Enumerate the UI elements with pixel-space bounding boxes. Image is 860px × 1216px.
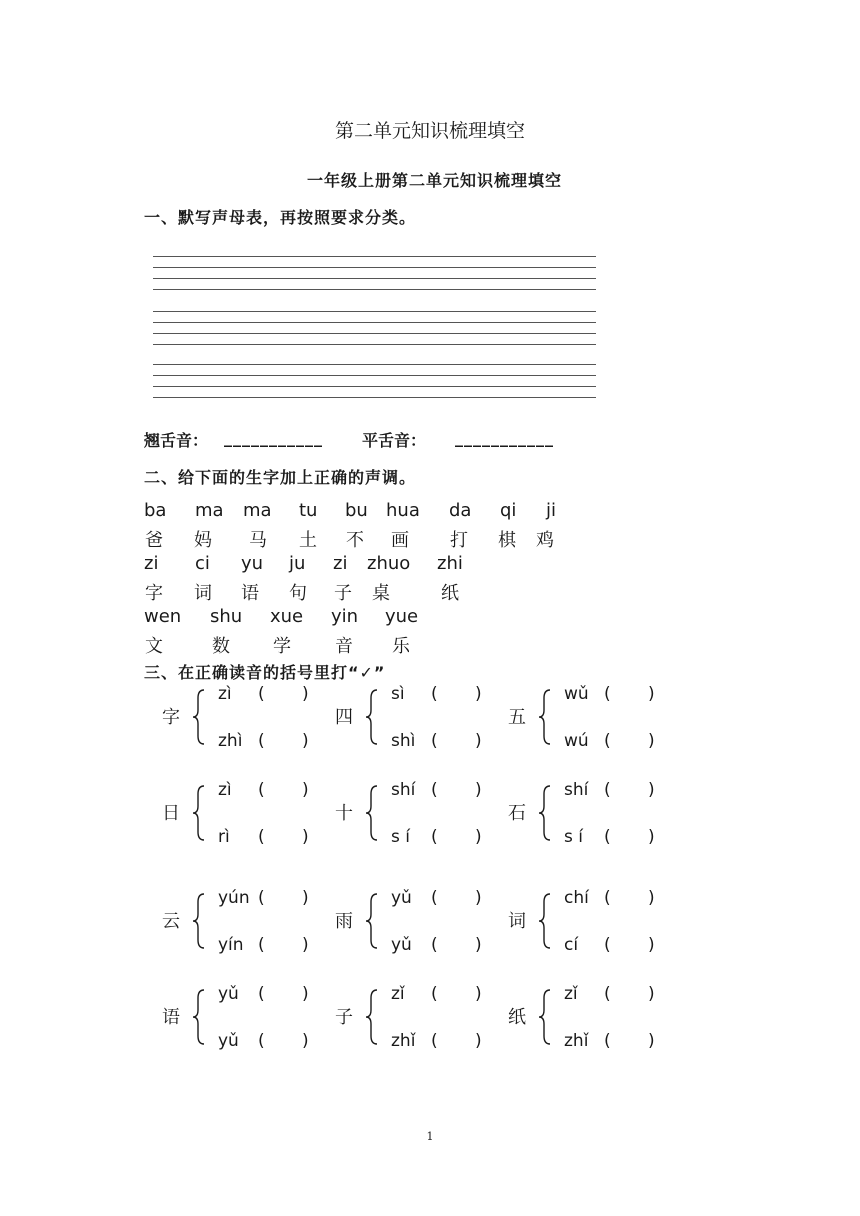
hanzi-char: 打 xyxy=(450,530,468,551)
pinyin-option: zì xyxy=(218,684,232,704)
pinyin-text: yue xyxy=(385,606,419,627)
answer-paren-open[interactable]: ( xyxy=(258,780,265,800)
writing-line xyxy=(153,311,596,312)
answer-paren-open[interactable]: ( xyxy=(258,888,265,908)
pinyin-text: tu xyxy=(299,500,318,521)
hanzi-char: 语 xyxy=(241,583,259,604)
answer-paren-open[interactable]: ( xyxy=(431,780,438,800)
pinyin-text: xue xyxy=(270,606,304,627)
pinyin-option: shí xyxy=(391,780,416,800)
answer-paren-close[interactable]: ) xyxy=(302,684,309,704)
curly-brace-icon xyxy=(536,780,556,846)
pinyin-option: sì xyxy=(391,684,405,704)
pinyin-option: yǔ xyxy=(218,984,239,1004)
answer-paren-close[interactable]: ) xyxy=(648,731,655,751)
pinyin-option: s í xyxy=(564,827,583,847)
answer-paren-close[interactable]: ) xyxy=(302,935,309,955)
hanzi-char: 字 xyxy=(145,583,163,604)
pinyin-text: da xyxy=(449,500,472,521)
answer-paren-close[interactable]: ) xyxy=(475,888,482,908)
writing-line xyxy=(153,322,596,323)
writing-line xyxy=(153,267,596,268)
target-character: 十 xyxy=(335,803,353,824)
hanzi-char: 音 xyxy=(335,636,353,657)
pinyin-text: ci xyxy=(195,553,210,574)
pinyin-text: hua xyxy=(386,500,420,521)
pinyin-text: shu xyxy=(210,606,243,627)
answer-paren-open[interactable]: ( xyxy=(258,984,265,1004)
pinyin-option: shí xyxy=(564,780,589,800)
pinyin-text: yu xyxy=(241,553,264,574)
writing-line xyxy=(153,333,596,334)
reading-choice-group xyxy=(162,888,362,954)
hanzi-char: 词 xyxy=(194,583,212,604)
answer-paren-close[interactable]: ) xyxy=(475,1031,482,1051)
hanzi-char: 马 xyxy=(249,530,267,551)
answer-paren-close[interactable]: ) xyxy=(475,731,482,751)
pinyin-text: zhi xyxy=(437,553,463,574)
target-character: 四 xyxy=(335,707,353,728)
pinyin-option: zhǐ xyxy=(564,1031,589,1051)
reading-choice-group xyxy=(335,984,535,1050)
answer-paren-close[interactable]: ) xyxy=(475,827,482,847)
answer-paren-close[interactable]: ) xyxy=(648,684,655,704)
reading-choice-group xyxy=(162,780,362,846)
answer-paren-close[interactable]: ) xyxy=(475,684,482,704)
hanzi-char: 学 xyxy=(273,636,291,657)
page-title: 第二单元知识梳理填空 xyxy=(334,120,525,142)
answer-paren-close[interactable]: ) xyxy=(302,827,309,847)
pinyin-option: zhì xyxy=(218,731,243,751)
answer-paren-open[interactable]: ( xyxy=(258,1031,265,1051)
answer-paren-open[interactable]: ( xyxy=(431,888,438,908)
curly-brace-icon xyxy=(190,888,210,954)
pinyin-option: wú xyxy=(564,731,589,751)
hanzi-char: 爸 xyxy=(145,530,163,551)
target-character: 词 xyxy=(508,911,526,932)
answer-paren-close[interactable]: ) xyxy=(648,984,655,1004)
answer-paren-close[interactable]: ) xyxy=(475,984,482,1004)
pinyin-text: zi xyxy=(144,553,159,574)
answer-paren-close[interactable]: ) xyxy=(648,1031,655,1051)
writing-line xyxy=(153,344,596,345)
hanzi-char: 文 xyxy=(145,636,163,657)
pinyin-option: yín xyxy=(218,935,244,955)
curly-brace-icon xyxy=(363,684,383,750)
hanzi-char: 土 xyxy=(299,530,317,551)
pinyin-text: ju xyxy=(289,553,306,574)
reading-choice-group xyxy=(162,684,362,750)
writing-line xyxy=(153,386,596,387)
answer-paren-open[interactable]: ( xyxy=(604,684,611,704)
reading-choice-group xyxy=(335,684,535,750)
pinyin-option: s í xyxy=(391,827,410,847)
writing-line xyxy=(153,364,596,365)
answer-paren-open[interactable]: ( xyxy=(604,1031,611,1051)
answer-paren-open[interactable]: ( xyxy=(604,984,611,1004)
curly-brace-icon xyxy=(363,984,383,1050)
reading-choice-group xyxy=(508,888,708,954)
curly-brace-icon xyxy=(190,984,210,1050)
answer-paren-open[interactable]: ( xyxy=(258,935,265,955)
pinyin-option: zǐ xyxy=(391,984,405,1004)
answer-paren-open[interactable]: ( xyxy=(604,827,611,847)
reading-choice-group xyxy=(508,684,708,750)
pinyin-option: cí xyxy=(564,935,579,955)
answer-paren-close[interactable]: ) xyxy=(648,935,655,955)
curly-brace-icon xyxy=(190,684,210,750)
answer-paren-close[interactable]: ) xyxy=(302,731,309,751)
pinyin-text: ma xyxy=(195,500,224,521)
hanzi-char: 纸 xyxy=(441,583,459,604)
pinyin-text: bu xyxy=(345,500,368,521)
target-character: 云 xyxy=(162,911,180,932)
pinyin-text: ba xyxy=(144,500,167,521)
reading-choice-group xyxy=(162,984,362,1050)
curly-brace-icon xyxy=(536,984,556,1050)
answer-paren-close[interactable]: ) xyxy=(648,888,655,908)
answer-paren-close[interactable]: ) xyxy=(302,984,309,1004)
hanzi-char: 画 xyxy=(391,530,409,551)
curly-brace-icon xyxy=(190,780,210,846)
pinyin-option: yǔ xyxy=(391,935,412,955)
curly-brace-icon xyxy=(536,684,556,750)
answer-paren-open[interactable]: ( xyxy=(604,888,611,908)
target-character: 字 xyxy=(162,707,180,728)
pinyin-option: zhǐ xyxy=(391,1031,416,1051)
pinyin-option: wǔ xyxy=(564,684,589,704)
writing-line xyxy=(153,375,596,376)
curly-brace-icon xyxy=(536,888,556,954)
hanzi-char: 妈 xyxy=(194,530,212,551)
pinyin-option: yǔ xyxy=(218,1031,239,1051)
pinyin-option: shì xyxy=(391,731,416,751)
writing-line xyxy=(153,256,596,257)
pinyin-option: yún xyxy=(218,888,250,908)
answer-paren-open[interactable]: ( xyxy=(604,935,611,955)
pinyin-text: ma xyxy=(243,500,272,521)
reading-choice-group xyxy=(335,888,535,954)
curly-brace-icon xyxy=(363,780,383,846)
hanzi-char: 桌 xyxy=(372,583,390,604)
target-character: 语 xyxy=(162,1007,180,1028)
answer-paren-open[interactable]: ( xyxy=(431,984,438,1004)
answer-paren-close[interactable]: ) xyxy=(302,888,309,908)
answer-paren-open[interactable]: ( xyxy=(258,731,265,751)
hanzi-char: 子 xyxy=(334,583,352,604)
answer-paren-open[interactable]: ( xyxy=(604,731,611,751)
target-character: 雨 xyxy=(335,911,353,932)
section-2-heading: 二、给下面的生字加上正确的声调。 xyxy=(144,468,417,487)
answer-paren-close[interactable]: ) xyxy=(475,935,482,955)
writing-line xyxy=(153,278,596,279)
writing-line xyxy=(153,397,596,398)
pinyin-option: yǔ xyxy=(391,888,412,908)
answer-paren-open[interactable]: ( xyxy=(431,684,438,704)
pinyin-text: zi xyxy=(333,553,348,574)
retroflex-label: 翘舌音： xyxy=(144,431,209,450)
section-1-heading: 一、默写声母表，再按照要求分类。 xyxy=(144,208,417,227)
pinyin-option: chí xyxy=(564,888,589,908)
target-character: 纸 xyxy=(508,1007,526,1028)
answer-paren-close[interactable]: ) xyxy=(302,1031,309,1051)
answer-paren-open[interactable]: ( xyxy=(431,827,438,847)
answer-paren-open[interactable]: ( xyxy=(431,1031,438,1051)
pinyin-option: zǐ xyxy=(564,984,578,1004)
target-character: 日 xyxy=(162,803,180,824)
pinyin-text: yin xyxy=(331,606,359,627)
flat-label: 平舌音： xyxy=(362,431,427,450)
hanzi-char: 鸡 xyxy=(536,530,554,551)
answer-paren-open[interactable]: ( xyxy=(431,935,438,955)
hanzi-char: 乐 xyxy=(392,636,410,657)
pinyin-text: ji xyxy=(546,500,557,521)
reading-choice-group xyxy=(508,780,708,846)
answer-paren-close[interactable]: ) xyxy=(302,780,309,800)
hanzi-char: 句 xyxy=(289,583,307,604)
curly-brace-icon xyxy=(363,888,383,954)
writing-line xyxy=(153,289,596,290)
pinyin-option: rì xyxy=(218,827,230,847)
answer-paren-open[interactable]: ( xyxy=(604,780,611,800)
pinyin-option: zì xyxy=(218,780,232,800)
hanzi-char: 数 xyxy=(212,636,230,657)
answer-paren-open[interactable]: ( xyxy=(258,827,265,847)
answer-paren-close[interactable]: ) xyxy=(475,780,482,800)
pinyin-text: wen xyxy=(144,606,182,627)
answer-paren-close[interactable]: ) xyxy=(648,780,655,800)
hanzi-char: 不 xyxy=(346,530,364,551)
page-number: 1 xyxy=(426,1130,434,1143)
retroflex-blank[interactable]: ___________ xyxy=(224,428,323,447)
target-character: 石 xyxy=(508,803,526,824)
target-character: 五 xyxy=(508,707,526,728)
pinyin-text: qi xyxy=(500,500,517,521)
target-character: 子 xyxy=(335,1007,353,1028)
section-3-heading: 三、在正确读音的括号里打“✓” xyxy=(144,663,386,682)
reading-choice-group xyxy=(508,984,708,1050)
answer-paren-open[interactable]: ( xyxy=(431,731,438,751)
flat-blank[interactable]: ___________ xyxy=(455,428,554,447)
pinyin-text: zhuo xyxy=(367,553,411,574)
reading-choice-group xyxy=(335,780,535,846)
hanzi-char: 棋 xyxy=(498,530,516,551)
answer-paren-close[interactable]: ) xyxy=(648,827,655,847)
worksheet-subtitle: 一年级上册第二单元知识梳理填空 xyxy=(307,171,563,190)
answer-paren-open[interactable]: ( xyxy=(258,684,265,704)
